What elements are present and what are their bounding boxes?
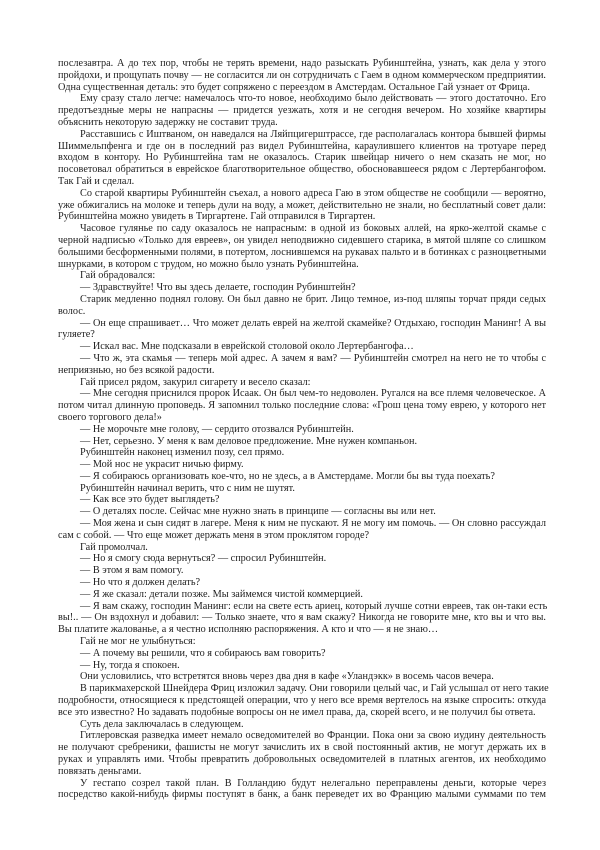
paragraph [58, 589, 546, 601]
text-line: уже обжигались на молоке и теперь дули на воду, а может, действительно не знали, но бесплатный совет дали: [58, 199, 546, 211]
text-line: В парикмахерской Шнейдера Фриц изложил задачу. Они говорили целый час, и Гай услышал от него такие [80, 683, 549, 695]
text-line: потом читал длинную проповедь. Я запомнил только последние слова: «Грош цена тому еврею, у которого нет [58, 400, 546, 412]
text-line: предотъездные меры не напрасны — придется уезжать, хотя и не сегодня вечером. Но хозяйке квартиры [58, 105, 546, 117]
text-line: повязать деньгами. [58, 765, 142, 777]
text-line: волос. [58, 305, 86, 317]
paragraph [58, 730, 546, 777]
text-line: — Я собираюсь организовать кое-что, но не здесь, а в Амстердаме. Могли бы вы туда поехать? [80, 470, 495, 482]
paragraph [58, 282, 546, 294]
text-line: Со старой квартиры Рубинштейн съехал, а нового адреса Гаю в этом обществе не сообщили — вероятно, [80, 187, 546, 199]
text-line: — Он еще спрашивает… Что может делать еврей на желтой скамейке? Отдыхаю, господин Манинг! А вы [80, 317, 546, 329]
paragraph [58, 129, 546, 188]
text-line: подробности, относящиеся к предстоящей операции, что у него все время вертелось на языке спросить: откуда [58, 695, 546, 707]
paragraph [58, 577, 546, 589]
text-line: — Как все это будет выглядеть? [80, 494, 220, 506]
paragraph [58, 58, 546, 93]
paragraph [58, 671, 546, 683]
text-line: — Что ж, эта скамья — теперь мой адрес. А зачем я вам? — Рубинштейн смотрел на него не то чтобы с [80, 352, 546, 364]
text-line: — Ну, тогда я спокоен. [80, 659, 180, 671]
paragraph [58, 518, 546, 542]
text-line: Вы платите жалованье, а я честно исполняю распоряжения. А кто и что — я не знаю… [58, 624, 439, 636]
text-line: Одна существенная деталь: это будет сопряжено с переездом в Амстердам. Остальное Гай узнает от Фрица. [58, 81, 530, 93]
paragraph [58, 436, 546, 448]
text-line: послезавтра. А до тех пор, чтобы не терять времени, надо разыскать Рубинштейна, узнать, как дела у этого [58, 58, 546, 69]
text-line: своего торгового дела!» [58, 411, 162, 423]
text-line: — Здравствуйте! Что вы здесь делаете, господин Рубинштейн? [80, 282, 356, 294]
text-line: Старик медленно поднял голову. Он был давно не брит. Лицо темное, из-под шляпы торчат пряди седых [80, 293, 546, 305]
text-line: — В этом я вам помогу. [80, 565, 184, 577]
text-line: Рубинштейн наконец изменил позу, сел прямо. [80, 447, 285, 459]
text-line: пройдохи, и прощупать почву — не согласится ли он сотрудничать с Гаем в одном коммерческом предприятии. [58, 69, 546, 81]
text-line: Ему сразу стало легче: намечалось что-то новое, необходимо было действовать — этого достаточно. Его [80, 93, 546, 105]
text-line: Они условились, что встретятся вновь через два дня в кафе «Уландэкк» в восемь часов вечера. [80, 671, 494, 683]
text-line: — Я вам скажу, господин Манинг: если на свете есть ариец, который лучше сотни евреев, так он-таки есть [80, 600, 548, 612]
paragraph [58, 778, 546, 802]
text-line: Гай промолчал. [80, 541, 148, 553]
text-line: гуляете? [58, 329, 95, 341]
paragraph [58, 424, 546, 436]
text-line: — Но что я должен делать? [80, 577, 201, 589]
paragraph [58, 377, 546, 389]
text-line: посредство какой-нибудь фирмы поступят в банк, а банк переведет их во Францию малыми суммами по тем [58, 789, 546, 801]
text-line: — Моя жена и сын сидят в лагере. Меня к ним не пускают. Я не могу им помочь. — Он словно рассуждал [80, 518, 546, 530]
paragraph [58, 353, 546, 377]
paragraph [58, 447, 546, 459]
text-line: Рубинштейна можно увидеть в Тиргартене. Гай отправился в Тиргартен. [58, 211, 376, 223]
text-line: входом в контору. Но Рубинштейна там не оказалось. Старик швейцар ничего о нем сказать не мог, но [58, 152, 546, 164]
text-line: шнурками, в котором с трудом, но можно было узнать Рубинштейна. [58, 258, 359, 270]
paragraph [58, 471, 546, 483]
paragraph [58, 648, 546, 660]
paragraph [58, 388, 546, 423]
paragraph [58, 318, 546, 342]
text-line: — А почему вы решили, что я собираюсь вам говорить? [80, 647, 326, 659]
text-line: — Я же сказал: детали позже. Мы займемся чистой коммерцией. [80, 588, 363, 600]
paragraph [58, 188, 546, 223]
text-line: Расставшись с Иштваном, он наведался на Ляйпцигерштрассе, где располагалась контора бывшей фирмы [80, 128, 546, 140]
text-line: все это известно? Но задавать подобные вопросы он не имел права, да, скорей всего, и не получил бы ответа. [58, 706, 536, 718]
text-line: — Мой нос не украсит ничью фирму. [80, 459, 244, 471]
paragraph [58, 660, 546, 672]
text-line: — Не морочьте мне голову, — сердито отозвался Рубинштейн. [80, 423, 354, 435]
paragraph [58, 93, 546, 128]
text-line: — О деталях после. Сейчас мне нужно знать в принципе — согласны вы или нет. [80, 506, 436, 518]
text-line: объяснить некоторую задержку не составит труда. [58, 116, 278, 128]
paragraph [58, 565, 546, 577]
text-line: сам с собой. — Что еще может держать меня в этом проклятом городе? [58, 529, 370, 541]
text-line: — Мне сегодня приснился пророк Исаак. Он был чем-то недоволен. Ругался на все племя человеческое. А [80, 388, 547, 400]
paragraph [58, 506, 546, 518]
text-line: Шиммельпфенга и где он в последний раз видел Рубинштейна, караулившего клиентов на тротуаре перед [58, 140, 546, 152]
paragraph [58, 636, 546, 648]
paragraph [58, 270, 546, 282]
paragraph [58, 719, 546, 731]
text-line: руках и управлять ими. Чтобы превратить добровольных осведомителей в платных агентов, их необходимо [58, 754, 546, 766]
text-line: У гестапо созрел такой план. В Голландию будут нелегально переправлены деньги, которые через [80, 777, 546, 789]
text-line: Часовое гулянье по саду оказалось не напрасным: в одной из боковых аллей, на ярко-желтой скамье с [80, 223, 546, 235]
text-line: Суть дела заключалась в следующем. [80, 718, 244, 730]
paragraph [58, 294, 546, 318]
paragraph [58, 494, 546, 506]
text-line: Гитлеровская разведка имеет немало осведомителей во Франции. Пока они за свою иудину деятельность [80, 730, 546, 742]
text-line: неприязнью, но без всякой радости. [58, 364, 215, 376]
text-line: посоветовал обратиться в еврейское благотворительное общество, обосновавшееся рядом с Лертербангофом. [58, 164, 546, 176]
text-line: Гай обрадовался: [80, 270, 156, 282]
paragraph [58, 459, 546, 471]
text-line: не получают сребреники, фашисты не могут зачислить их в свой постоянный актив, не могут держать их в [58, 742, 546, 754]
paragraph [58, 223, 546, 270]
text-line: Гай присел рядом, закурил сигарету и весело сказал: [80, 376, 311, 388]
text-line: большими бесформенными полями, в потертом, лоснившемся на рукавах пальто и в ботинках с разноцветными [58, 246, 547, 258]
text-line: Гай не мог не улыбнуться: [80, 636, 196, 648]
text-line: Рубинштейн начинал верить, что с ним не шутят. [80, 482, 295, 494]
book-page-text [58, 58, 549, 801]
text-line: — Искал вас. Мне подсказали в еврейской столовой около Лертербангофа… [80, 341, 414, 353]
paragraph [58, 683, 549, 718]
text-line: черной надписью «Только для евреев», он увидел неподвижно сидевшего старика, в мятой шляпе со слишком [58, 234, 546, 246]
paragraph [58, 601, 546, 636]
text-line: — Но я смогу сюда вернуться? — спросил Рубинштейн. [80, 553, 327, 565]
text-line: вы!.. — Он вздохнул и добавил: — Только знаете, что я вам скажу? Никогда не говорите мне, кто вы и что вы. [58, 612, 546, 624]
paragraph [58, 483, 546, 495]
paragraph [58, 542, 546, 554]
paragraph [58, 341, 546, 353]
text-line: Так Гай и сделал. [58, 175, 135, 187]
paragraph [58, 553, 546, 565]
text-line: — Нет, серьезно. У меня к вам деловое предложение. Мне нужен компаньон. [80, 435, 418, 447]
